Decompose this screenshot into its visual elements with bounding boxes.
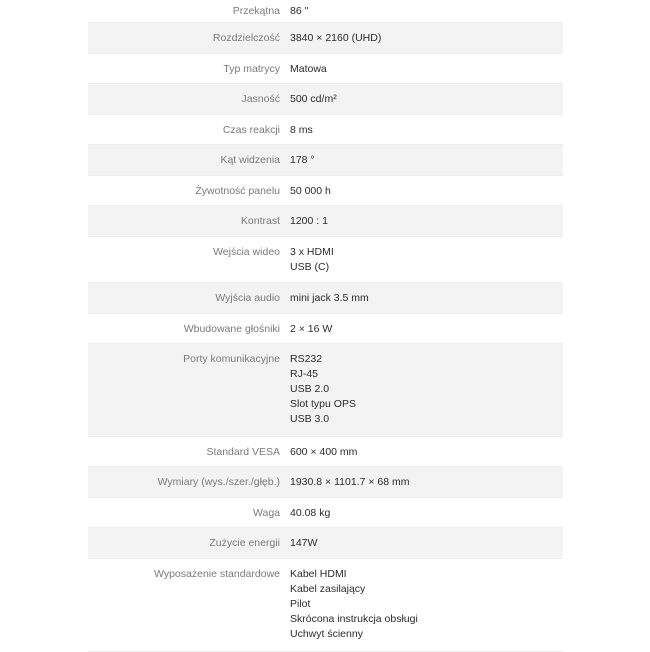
spec-value-line: 3 x HDMI — [290, 245, 334, 258]
spec-value-line: Slot typu OPS — [290, 397, 356, 410]
spec-value-line: 8 ms — [290, 123, 313, 136]
spec-value-line: 3840 × 2160 (UHD) — [290, 31, 382, 44]
spec-label: Standard VESA — [206, 445, 280, 458]
spec-row — [88, 53, 563, 83]
spec-value-line: 1200 : 1 — [290, 214, 328, 227]
spec-row — [88, 114, 563, 144]
spec-value-line: Uchwyt ścienny — [290, 627, 363, 640]
spec-value — [290, 53, 563, 83]
spec-label: Kąt widzenia — [88, 144, 290, 175]
spec-value-line: Kabel zasilający — [290, 582, 366, 595]
spec-row — [88, 466, 563, 497]
spec-label: Jasność — [88, 83, 290, 114]
spec-value — [290, 144, 563, 175]
spec-label: Wymiary (wys./szer./głęb.) — [88, 466, 290, 497]
spec-value-line: 40.08 kg — [290, 506, 331, 519]
spec-value-line: Kabel HDMI — [290, 567, 347, 580]
spec-label: Wbudowane głośniki — [183, 322, 280, 335]
spec-row — [88, 144, 563, 175]
spec-row — [88, 313, 563, 343]
spec-label: Wyposażenie standardowe — [154, 567, 280, 580]
spec-value-line: USB 2.0 — [290, 382, 330, 395]
spec-value-line: 2 × 16 W — [290, 322, 333, 335]
spec-value — [290, 175, 563, 205]
spec-value-line: 500 cd/m² — [290, 92, 337, 105]
spec-label: Zużycie energii — [88, 527, 290, 558]
spec-value-line: USB 3.0 — [290, 412, 330, 425]
spec-label: Kontrast — [88, 205, 290, 236]
spec-label: Przekątna — [232, 5, 280, 17]
spec-value — [290, 114, 563, 144]
spec-value-line: RJ-45 — [290, 367, 319, 380]
spec-value-line: 50 000 h — [290, 184, 331, 197]
spec-value — [290, 466, 563, 497]
spec-value — [290, 313, 563, 343]
spec-value-line: Matowa — [290, 62, 327, 75]
spec-row — [88, 83, 563, 114]
spec-row — [88, 343, 563, 436]
spec-label: Rozdzielczość — [88, 22, 290, 53]
spec-value — [290, 282, 563, 313]
spec-row — [88, 497, 563, 527]
spec-row — [88, 205, 563, 236]
spec-value — [290, 22, 563, 53]
spec-value — [290, 205, 563, 236]
spec-row — [88, 236, 563, 282]
spec-value — [290, 558, 563, 651]
spec-value — [290, 236, 563, 282]
spec-value-line: 86 " — [290, 5, 309, 17]
spec-row — [88, 0, 563, 22]
spec-label: Wyjścia audio — [88, 282, 290, 313]
spec-value — [290, 497, 563, 527]
spec-row — [88, 527, 563, 558]
spec-value-line: Skrócona instrukcja obsługi — [290, 612, 418, 625]
spec-value — [290, 83, 563, 114]
spec-label: Wejścia wideo — [213, 245, 280, 258]
spec-value — [290, 343, 563, 436]
spec-label: Porty komunikacyjne — [88, 343, 290, 436]
spec-label: Czas reakcji — [222, 123, 280, 136]
spec-row — [88, 558, 563, 651]
spec-value-line: mini jack 3.5 mm — [290, 291, 369, 304]
spec-value-line: 178 ° — [290, 153, 315, 166]
spec-value-line: 147W — [290, 536, 318, 549]
spec-table — [88, 0, 563, 652]
spec-value — [290, 527, 563, 558]
spec-row — [88, 282, 563, 313]
spec-value — [290, 0, 563, 22]
spec-value — [290, 436, 563, 466]
spec-row — [88, 175, 563, 205]
spec-value-line: USB (C) — [290, 260, 330, 273]
spec-label: Żywotność panelu — [195, 184, 280, 197]
spec-row — [88, 436, 563, 466]
spec-value-line: Pilot — [290, 597, 311, 610]
spec-row — [88, 22, 563, 53]
spec-value-line: RS232 — [290, 352, 323, 365]
spec-label: Waga — [252, 506, 280, 519]
spec-value-line: 600 × 400 mm — [290, 445, 358, 458]
spec-value-line: 1930.8 × 1101.7 × 68 mm — [290, 475, 410, 488]
spec-table-body — [88, 0, 563, 651]
spec-label: Typ matrycy — [223, 62, 280, 75]
